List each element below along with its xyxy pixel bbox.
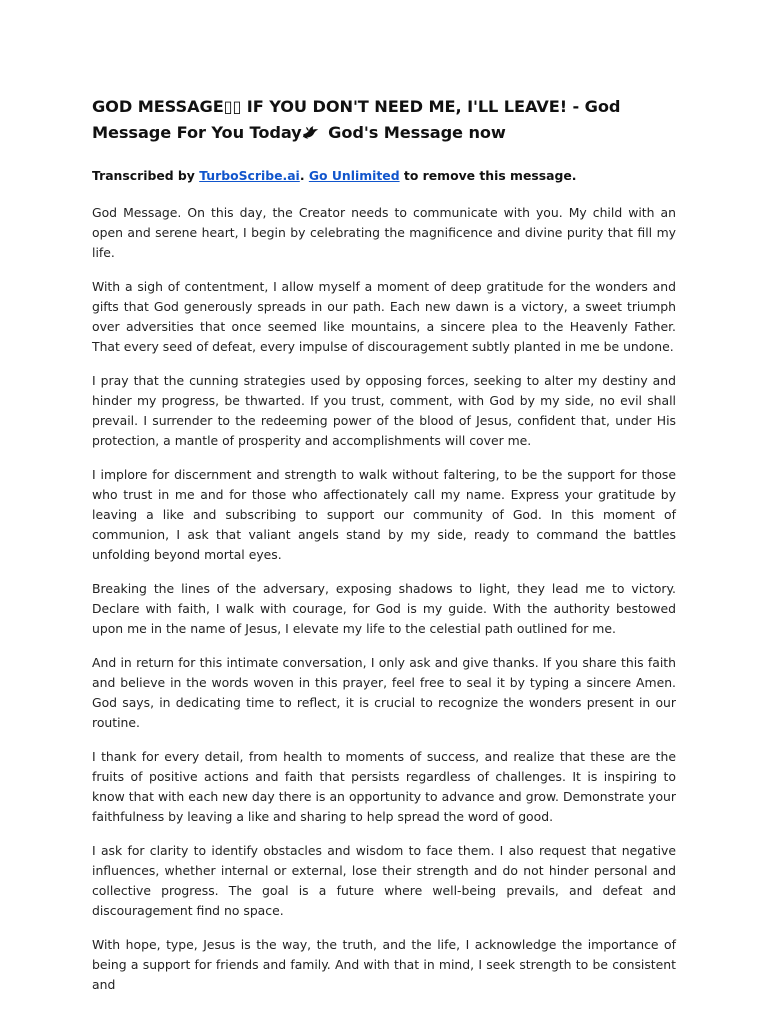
paragraph: And in return for this intimate conversation, I only ask and give thanks. If you share this faith and believe in the words woven in this prayer, feel free to seal it by typing a sincere Amen. God says, in dedicating time to reflect, it is crucial to recognize the wonders present in our routine. [92, 655, 676, 730]
notice-separator: . [299, 168, 309, 183]
paragraph: I ask for clarity to identify obstacles and wisdom to face them. I also request that negative influences, whether internal or external, lose their strength and do not hinder personal and collective progress. The goal is a future where well-being prevails, and defeat and discouragement find no space. [92, 843, 676, 918]
paragraph: I thank for every detail, from health to moments of success, and realize that these are the fruits of positive actions and faith that persists regardless of challenges. It is inspiring to know that with each new day there is an opportunity to advance and grow. Demonstrate your faithfulness by leaving a like and sharing to help spread the word of good. [92, 749, 676, 824]
title-text-part2: God's Message now [322, 123, 506, 142]
document-title [92, 94, 676, 146]
notice-suffix: to remove this message. [399, 168, 577, 183]
dove-icon [302, 125, 319, 140]
turboscribe-link[interactable]: TurboScribe.ai [199, 168, 300, 183]
title-text-part1: GOD MESSAGE▯▯ IF YOU DON'T NEED ME, I'LL LEAVE! - God Message For You Today [92, 97, 621, 142]
go-unlimited-link[interactable]: Go Unlimited [308, 168, 400, 183]
paragraph: I implore for discernment and strength to walk without faltering, to be the support for those who trust in me and for those who affectionately call my name. Express your gratitude by leaving a like and subscribing to support our community of God. In this moment of communion, I ask that valiant angels stand by my side, ready to command the battles unfolding beyond mortal eyes. [92, 467, 676, 562]
document-page [92, 94, 676, 1009]
paragraph: God Message. On this day, the Creator needs to communicate with you. My child with an open and serene heart, I begin by celebrating the magnificence and divine purity that fill my life. [92, 205, 676, 260]
paragraph: With hope, type, Jesus is the way, the truth, and the life, I acknowledge the importance of being a support for friends and family. And with that in mind, I seek strength to be consistent and [92, 937, 676, 992]
transcription-notice [92, 166, 676, 186]
paragraph: Breaking the lines of the adversary, exposing shadows to light, they lead me to victory. Declare with faith, I walk with courage, for God is my guide. With the authority bestowed upon me in the name of Jesus, I elevate my life to the celestial path outlined for me. [92, 581, 676, 636]
notice-prefix: Transcribed by [92, 168, 200, 183]
paragraph: I pray that the cunning strategies used by opposing forces, seeking to alter my destiny and hinder my progress, be thwarted. If you trust, comment, with God by my side, no evil shall prevail. I surrender to the redeeming power of the blood of Jesus, confident that, under His protection, a mantle of prosperity and accomplishments will cover me. [92, 373, 676, 448]
paragraph: With a sigh of contentment, I allow myself a moment of deep gratitude for the wonders and gifts that God generously spreads in our path. Each new dawn is a victory, a sweet triumph over adversities that once seemed like mountains, a sincere plea to the Heavenly Father. That every seed of defeat, every impulse of discouragement subtly planted in me be undone. [92, 279, 676, 354]
